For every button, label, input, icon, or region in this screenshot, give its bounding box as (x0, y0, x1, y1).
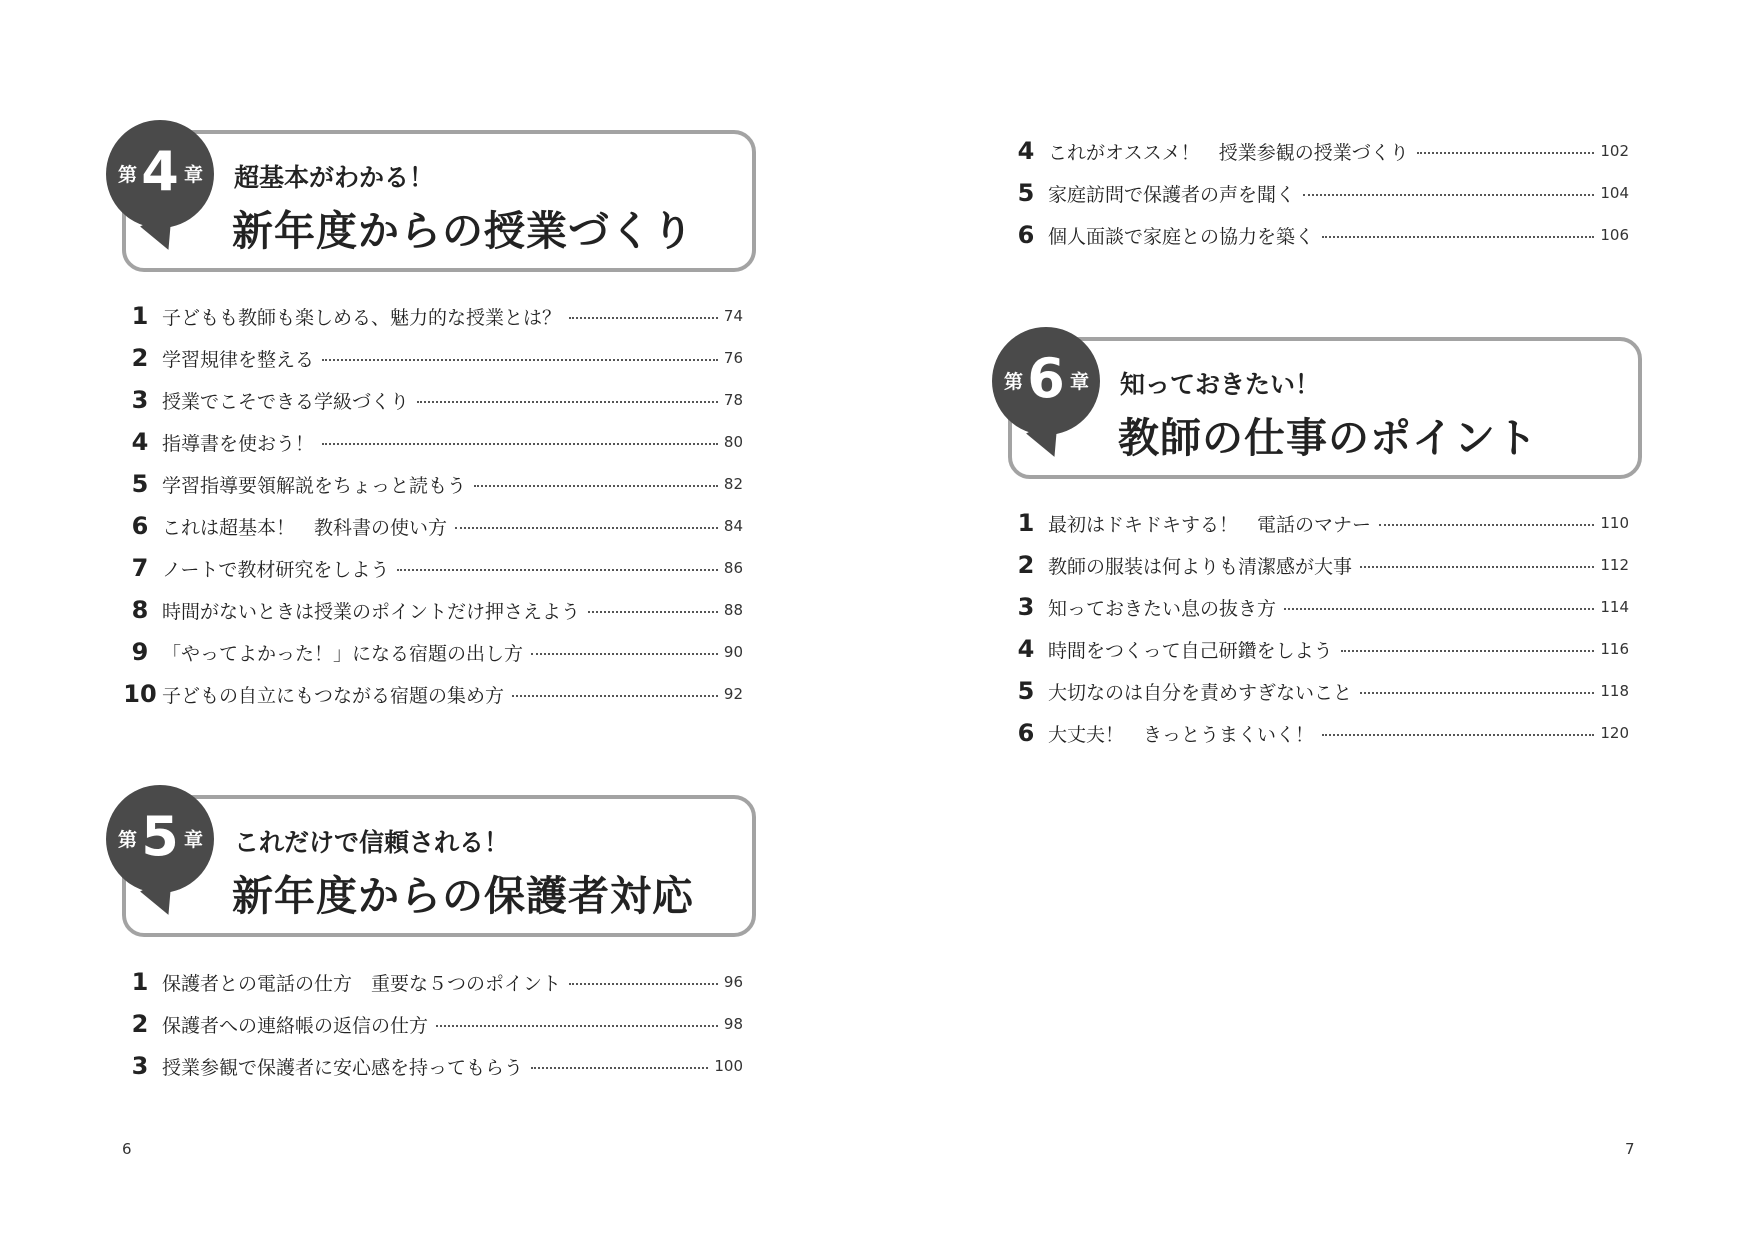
chapter-5-toc (118, 961, 743, 1087)
item-number: 10 (123, 680, 157, 708)
item-title: 子どもの自立にもつながる宿題の集め方 (162, 684, 505, 707)
item-number: 5 (131, 470, 149, 498)
toc-item[interactable] (1004, 586, 1629, 628)
chapter-suffix: 章 (184, 829, 204, 851)
leader-dots (455, 527, 718, 529)
item-page: 82 (723, 475, 743, 493)
item-number: 8 (131, 596, 149, 624)
item-number: 7 (131, 554, 149, 582)
leader-dots (512, 695, 718, 697)
item-title: 学習指導要領解説をちょっと読もう (162, 474, 467, 497)
item-page: 80 (723, 433, 743, 451)
item-page: 88 (723, 601, 743, 619)
item-number: 1 (1017, 509, 1035, 537)
item-number: 5 (1017, 179, 1035, 207)
chapter-badge (106, 120, 214, 228)
item-page: 78 (723, 391, 743, 409)
item-number: 6 (1017, 221, 1035, 249)
item-number: 5 (1017, 677, 1035, 705)
leader-dots (417, 401, 718, 403)
item-title: 知っておきたい息の抜き方 (1048, 597, 1277, 620)
item-title: ノートで教材研究をしよう (162, 558, 390, 581)
toc-item[interactable] (118, 505, 743, 547)
item-number: 6 (1017, 719, 1035, 747)
toc-item[interactable] (118, 1045, 743, 1087)
chapter-prefix: 第 (118, 829, 138, 851)
leader-dots (531, 653, 718, 655)
leader-dots (1284, 608, 1594, 610)
item-title: 「やってよかった！」になる宿題の出し方 (162, 642, 524, 665)
page-number-left: 6 (122, 1140, 132, 1158)
chapter-subtitle: 超基本がわかる！ (234, 163, 435, 192)
leader-dots (397, 569, 717, 571)
leader-dots (531, 1067, 708, 1069)
item-page: 110 (1600, 514, 1629, 532)
item-number: 2 (1017, 551, 1035, 579)
item-number: 6 (131, 512, 149, 540)
item-page: 116 (1600, 640, 1629, 658)
leader-dots (1379, 524, 1594, 526)
toc-item[interactable] (1004, 502, 1629, 544)
item-title: これがオススメ！ 授業参観の授業づくり (1048, 141, 1409, 164)
item-title: 学習規律を整える (162, 348, 315, 371)
chapter-prefix: 第 (1004, 371, 1024, 393)
toc-item[interactable] (118, 547, 743, 589)
chapter-badge (106, 785, 214, 893)
toc-item[interactable] (118, 463, 743, 505)
item-title: 保護者との電話の仕方 重要な５つのポイント (162, 972, 562, 995)
toc-item[interactable] (1004, 670, 1629, 712)
toc-item[interactable] (118, 1003, 743, 1045)
toc-item[interactable] (1004, 172, 1629, 214)
item-page: 106 (1600, 226, 1629, 244)
leader-dots (569, 317, 718, 319)
item-page: 102 (1600, 142, 1629, 160)
toc-item[interactable] (118, 961, 743, 1003)
chapter-6-toc (1004, 502, 1629, 754)
item-title: 時間をつくって自己研鑽をしよう (1048, 639, 1333, 662)
item-title: 大丈夫！ きっとうまくいく！ (1048, 723, 1315, 746)
toc-item[interactable] (118, 631, 743, 673)
leader-dots (322, 359, 718, 361)
item-title: 教師の服装は何よりも清潔感が大事 (1048, 555, 1353, 578)
toc-item[interactable] (118, 589, 743, 631)
item-title: 指導書を使おう！ (162, 432, 315, 455)
item-title: 授業でこそできる学級づくり (162, 390, 410, 413)
item-title: 最初はドキドキする！ 電話のマナー (1048, 513, 1372, 536)
item-page: 86 (723, 559, 743, 577)
chapter-number: 5 (141, 805, 179, 868)
item-page: 96 (723, 973, 743, 991)
leader-dots (436, 1025, 718, 1027)
chapter-suffix: 章 (184, 164, 204, 186)
leader-dots (588, 611, 718, 613)
toc-item[interactable] (1004, 628, 1629, 670)
chapter-suffix: 章 (1070, 371, 1090, 393)
item-page: 76 (723, 349, 743, 367)
item-number: 3 (131, 386, 149, 414)
chapter-6-header (992, 327, 1642, 487)
item-title: 家庭訪問で保護者の声を聞く (1048, 183, 1296, 206)
item-number: 4 (131, 428, 149, 456)
item-title: 大切なのは自分を責めすぎないこと (1048, 681, 1353, 704)
item-page: 118 (1600, 682, 1629, 700)
item-page: 100 (714, 1057, 743, 1075)
toc-item[interactable] (118, 295, 743, 337)
chapter-subtitle: これだけで信頼される！ (234, 828, 510, 857)
item-number: 2 (131, 344, 149, 372)
item-number: 1 (131, 302, 149, 330)
chapter-5-toc-continued (1004, 130, 1629, 256)
item-page: 90 (723, 643, 743, 661)
item-number: 4 (1017, 635, 1035, 663)
toc-item[interactable] (118, 379, 743, 421)
item-title: 授業参観で保護者に安心感を持ってもらう (162, 1056, 524, 1079)
leader-dots (569, 983, 718, 985)
toc-item[interactable] (118, 337, 743, 379)
page-number-right: 7 (1625, 1140, 1635, 1158)
chapter-5-header (106, 785, 756, 945)
chapter-title: 教師の仕事のポイント (1118, 414, 1538, 462)
item-page: 120 (1600, 724, 1629, 742)
item-page: 74 (723, 307, 743, 325)
item-number: 3 (1017, 593, 1035, 621)
item-number: 1 (131, 968, 149, 996)
chapter-4-toc (118, 295, 743, 715)
leader-dots (322, 443, 718, 445)
leader-dots (1303, 194, 1594, 196)
toc-item[interactable] (1004, 712, 1629, 754)
toc-item[interactable] (1004, 214, 1629, 256)
item-number: 9 (131, 638, 149, 666)
leader-dots (1417, 152, 1595, 154)
toc-item[interactable] (1004, 544, 1629, 586)
item-title: これは超基本！ 教科書の使い方 (162, 516, 448, 539)
item-number: 4 (1017, 137, 1035, 165)
item-title: 保護者への連絡帳の返信の仕方 (162, 1014, 429, 1037)
toc-item[interactable] (118, 673, 743, 715)
chapter-number: 6 (1027, 347, 1065, 410)
item-title: 時間がないときは授業のポイントだけ押さえよう (162, 600, 581, 623)
leader-dots (1322, 236, 1594, 238)
toc-item[interactable] (1004, 130, 1629, 172)
chapter-title: 新年度からの保護者対応 (232, 872, 694, 920)
item-page: 84 (723, 517, 743, 535)
item-title: 子どもも教師も楽しめる、魅力的な授業とは？ (162, 306, 562, 329)
leader-dots (1341, 650, 1595, 652)
chapter-subtitle: 知っておきたい！ (1120, 370, 1321, 399)
leader-dots (474, 485, 718, 487)
item-number: 2 (131, 1010, 149, 1038)
leader-dots (1360, 566, 1594, 568)
item-page: 114 (1600, 598, 1629, 616)
chapter-prefix: 第 (118, 164, 138, 186)
item-page: 98 (723, 1015, 743, 1033)
item-page: 92 (723, 685, 743, 703)
chapter-4-header (106, 120, 756, 280)
leader-dots (1360, 692, 1594, 694)
item-number: 3 (131, 1052, 149, 1080)
item-title: 個人面談で家庭との協力を築く (1048, 225, 1315, 248)
chapter-number: 4 (141, 140, 179, 203)
item-page: 112 (1600, 556, 1629, 574)
chapter-title: 新年度からの授業づくり (232, 207, 694, 255)
item-page: 104 (1600, 184, 1629, 202)
leader-dots (1322, 734, 1594, 736)
chapter-badge (992, 327, 1100, 435)
toc-item[interactable] (118, 421, 743, 463)
